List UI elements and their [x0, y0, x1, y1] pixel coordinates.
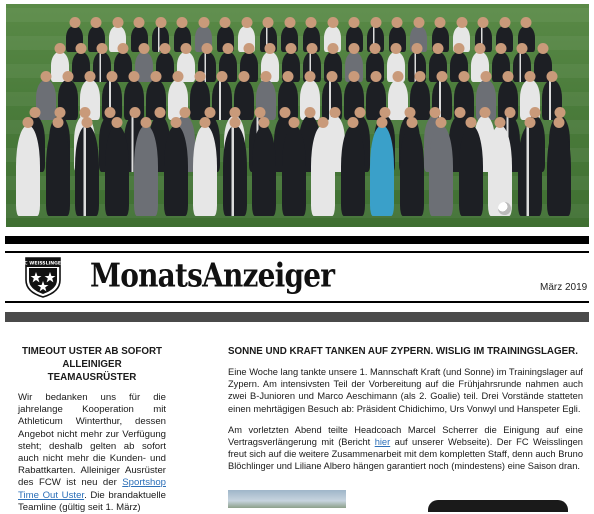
paragraph-2-text-continued: auf unserer Webseite). Der FC Weisslingen freut sich auf die weitere Zusammenarbeit mit dem kompletten Staff, denn auch Bruno Blöchlinger und Liliane Albero hängen garantiert noch (mindestens) eine Saison dran.: [228, 437, 583, 472]
team-member: [400, 126, 424, 216]
divider-thin-top: [5, 251, 589, 253]
team-member: [46, 126, 70, 216]
team-member: [282, 126, 306, 216]
divider-thick: [5, 236, 589, 244]
divider-gray: [5, 312, 589, 322]
left-article-body: [18, 392, 166, 514]
team-member: [223, 126, 247, 216]
newsletter-title: MonatsAnzeiger: [90, 256, 335, 295]
paragraph-2-text: Am vorletzten Abend teilte Headcoach Marcel Scherrer die Einigung auf eine Vertragsverlängerung mit (Bericht: [228, 424, 583, 448]
team-member: [341, 126, 365, 216]
left-article-headline: TIMEOUT USTER AB SOFORT ALLEINIGER TEAMAUSRÜSTER: [21, 346, 163, 383]
decorative-bar: [428, 500, 568, 512]
crest-text: FC WEISSLINGEN: [21, 261, 65, 267]
divider-thin-bottom: [5, 301, 589, 303]
team-member: [164, 126, 188, 216]
team-member: [16, 126, 40, 216]
team-member: [370, 126, 394, 216]
team-photo: [6, 4, 589, 227]
team-member: [311, 126, 335, 216]
issue-date: März 2019: [540, 282, 588, 293]
team-member: [252, 126, 276, 216]
team-member: [547, 126, 571, 216]
left-article-text: Wir bedanken uns für die jahrelange Kooperation mit Athleticum Winterthur, dessen Angebot nicht mehr zur Verfügung steht; deshalb gelten ab sofort auch nicht mehr die Kunden- und Rabattkarten. Alleiniger Ausrüster des FCW ist neu der: [18, 392, 166, 489]
right-article-paragraph-2: [228, 424, 583, 473]
team-member: [134, 126, 158, 216]
right-article: [228, 345, 583, 482]
right-article-paragraph-1: Eine Woche lang tankte unsere 1. Mannschaft Kraft (und Sonne) im Trainingslager auf Zypern. Am intensivsten Teil der Vorbereitung auf die Frühjahrsrunde nahmen auch zwei B-Junioren und Marco Aeschimann (als 2. Goalie) teil. Drei Vorstände statteten einen mehrtägigen Besuch ab: Präsident Chidichimo, Urs Vonwyl und Hanspeter Egli.: [228, 367, 583, 414]
article-thumbnail: [228, 490, 346, 508]
left-article-text-continued: . Die brandaktuelle Teamline (gültig seit 1. März): [18, 489, 166, 513]
team-member: [105, 126, 129, 216]
report-link[interactable]: hier: [374, 437, 391, 448]
football: [498, 202, 511, 215]
team-member: [75, 126, 99, 216]
team-member: [459, 126, 483, 216]
team-member: [518, 126, 542, 216]
team-member: [429, 126, 453, 216]
club-crest-icon: [21, 256, 65, 298]
sportshop-link[interactable]: Sportshop Time Out Uster: [18, 477, 166, 501]
right-article-headline: SONNE UND KRAFT TANKEN AUF ZYPERN. WISLIG IM TRAININGSLAGER.: [228, 346, 578, 357]
team-member: [193, 126, 217, 216]
left-article: [18, 345, 166, 514]
